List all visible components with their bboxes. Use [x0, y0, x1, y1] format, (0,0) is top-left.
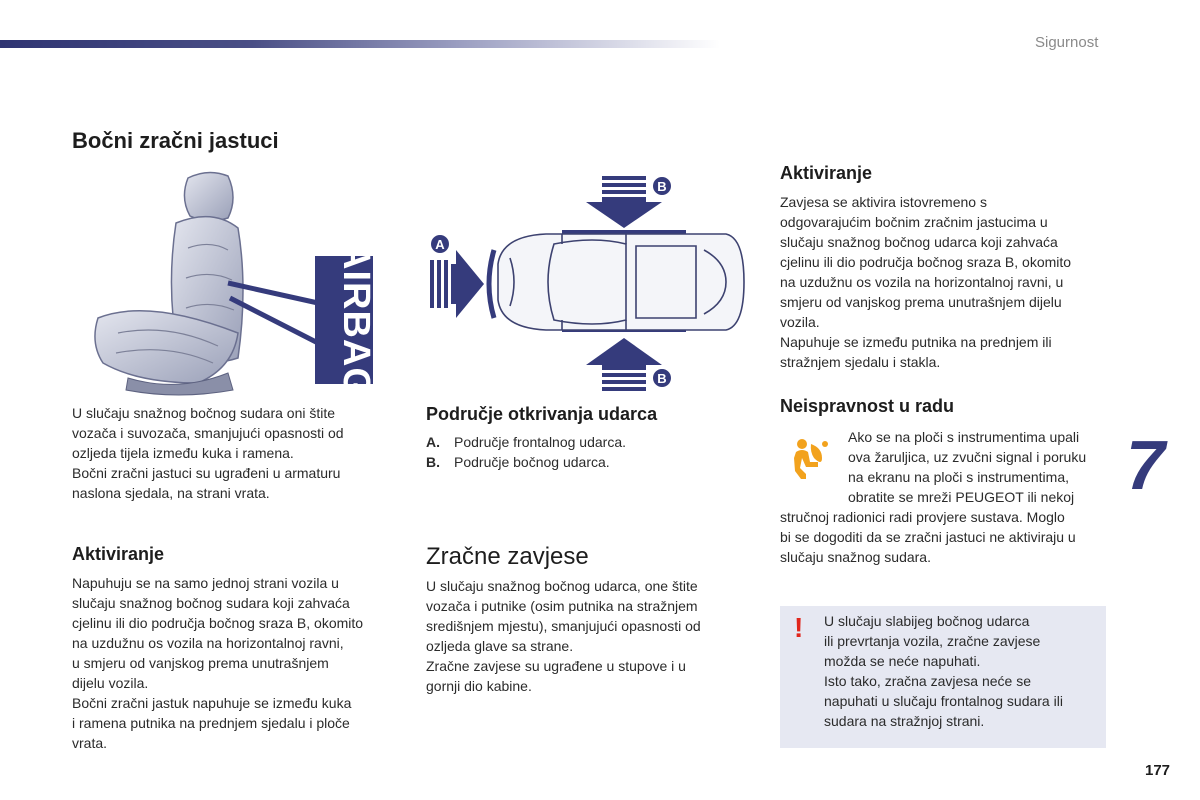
detection-item-key: B.: [426, 454, 440, 470]
warning-text: U slučaju slabijeg bočnog udarca ili prevrtanja vozila, zračne zavjese možda se neće napuhati. Isto tako, zračna zavjesa neće se napuhati u slučaju frontalnog sudara ili sudara na stražnjoj strani.: [824, 613, 1063, 729]
curtains-title: Zračne zavjese: [426, 543, 589, 570]
detection-item-a: [426, 432, 626, 452]
airbag-label: AIRBAG: [335, 242, 377, 398]
activation-title-left: Aktiviranje: [72, 544, 165, 564]
car-top-view: [498, 234, 744, 330]
frontal-impact-arrow: [430, 250, 484, 318]
fault-text-indented: Ako se na ploči s instrumentima upali ova žaruljica, uz zvučni signal i poruku na ekranu na ploči s instrumentima, obratite se mreži PEUGEOT ili nekoj: [848, 429, 1087, 505]
detection-item-b: [426, 452, 610, 472]
airbag-warning-lamp-icon: [786, 436, 832, 480]
zone-b-marker-bottom: B: [657, 371, 667, 386]
page-number: 177: [1145, 762, 1171, 779]
detection-item-key: A.: [426, 434, 440, 450]
zone-a-marker: A: [435, 237, 445, 252]
chapter-number: 7: [1126, 426, 1165, 504]
activation-text-right: Zavjesa se aktivira istovremeno s odgovarajućim bočnim zračnim jastucima u slučaju snažnog bočnog udarca koji zahvaća cjelinu ili dio područja bočnog sraza B, okomito na uzdužnu os vozila na horizontalnoj ravni, u smjeru od vanjskog prema unutrašnjem dijelu vozila. Napuhuje se između putnika na prednjem ili stražnjem sjedalu i stakla.: [780, 194, 1072, 370]
activation-title-right: Aktiviranje: [780, 163, 873, 183]
fault-title: Neispravnost u radu: [780, 396, 955, 416]
side-airbags-intro: U slučaju snažnog bočnog sudara oni štite vozača i suvozača, smanjujući opasnosti od ozljeda tijela između kuka i ramena. Bočni zračni jastuci su ugrađeni u armaturu naslona sjedala, na strani vrata.: [72, 405, 344, 501]
seat-airbag-illustration: [88, 168, 388, 400]
page-title: Bočni zračni jastuci: [72, 128, 279, 153]
impact-zones-diagram: [426, 172, 756, 396]
zone-b-marker-top: B: [657, 179, 667, 194]
curtains-text: U slučaju snažnog bočnog udarca, one štite vozača i putnike (osim putnika na stražnjem središnjem mjestu), smanjujući opasnosti od ozljeda glave sa strane. Zračne zavjese su ugrađene u stupove i u gornji dio kabine.: [426, 578, 701, 694]
warning-exclamation-icon: !: [794, 612, 804, 643]
fault-text-full: stručnoj radionici radi provjere sustava. Moglo bi se dogoditi da se zračni jastuci ne aktiviraju u slučaju snažnog sudara.: [780, 509, 1076, 565]
side-impact-arrow-top: [586, 176, 662, 228]
side-impact-arrow-bottom: [586, 338, 662, 391]
section-label: Sigurnost: [1035, 34, 1099, 51]
detection-item-text: Područje bočnog udarca.: [454, 454, 610, 470]
detection-title: Područje otkrivanja udarca: [426, 404, 658, 424]
detection-item-text: Područje frontalnog udarca.: [454, 434, 626, 450]
activation-text-left: Napuhuju se na samo jednoj strani vozila u slučaju snažnog bočnog sudara koji zahvaća cjelinu ili dio područja bočnog sraza B, okomito na uzdužnu os vozila na horizontalnoj ravni, u smjeru od vanjskog prema unutrašnjem dijelu vozila. Bočni zračni jastuk napuhuje se između kuka i ramena putnika na prednjem sjedalu i ploče vrata.: [72, 575, 364, 751]
header-bar: [0, 40, 720, 48]
